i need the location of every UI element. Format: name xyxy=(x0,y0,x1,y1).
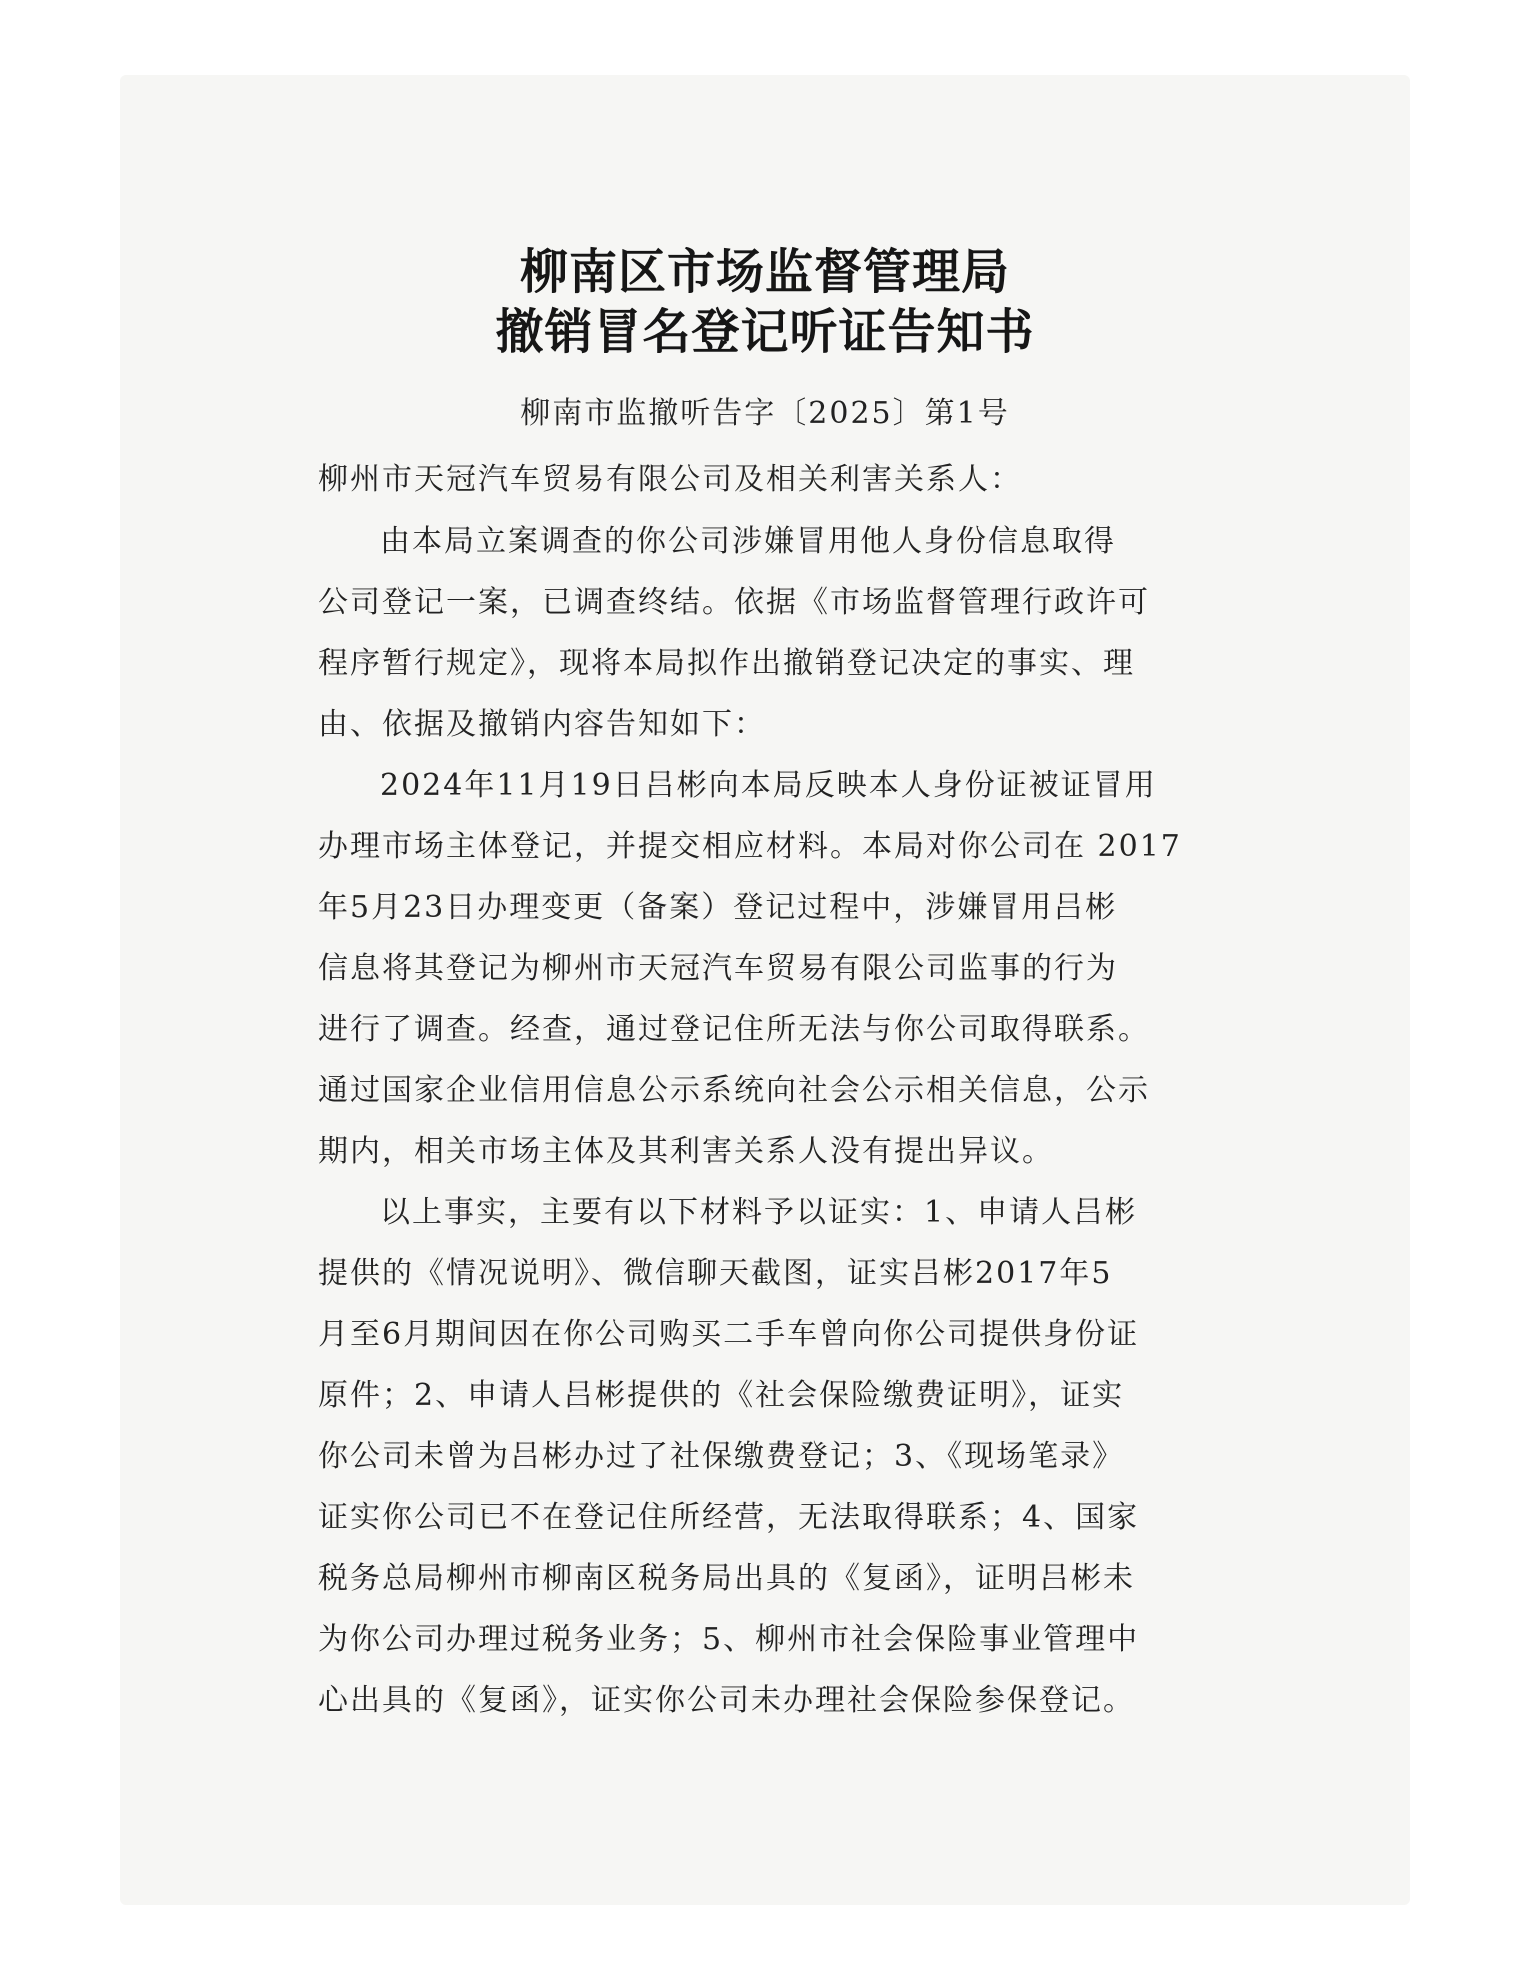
body-line: 为你公司办理过税务业务；5、柳州市社会保险事业管理中 xyxy=(318,1622,1140,1657)
body-line: 年5月23日办理变更（备案）登记过程中，涉嫌冒用吕彬 xyxy=(318,890,1118,925)
body-line: 以上事实，主要有以下材料予以证实：1、申请人吕彬 xyxy=(380,1195,1138,1230)
body-line: 由、依据及撤销内容告知如下： xyxy=(318,707,766,742)
body-line: 期内，相关市场主体及其利害关系人没有提出异议。 xyxy=(318,1134,1054,1169)
body-line: 进行了调查。经查，通过登记住所无法与你公司取得联系。 xyxy=(318,1012,1150,1047)
body-line: 办理市场主体登记，并提交相应材料。本局对你公司在 2017 xyxy=(318,829,1182,864)
body-line: 2024年11月19日吕彬向本局反映本人身份证被证冒用 xyxy=(380,768,1157,803)
recipient-line: 柳州市天冠汽车贸易有限公司及相关利害关系人： xyxy=(318,462,1022,497)
body-line: 原件；2、申请人吕彬提供的《社会保险缴费证明》，证实 xyxy=(318,1378,1125,1413)
body-line: 通过国家企业信用信息公示系统向社会公示相关信息，公示 xyxy=(318,1073,1150,1108)
body-line: 税务总局柳州市柳南区税务局出具的《复函》，证明吕彬未 xyxy=(318,1561,1135,1596)
document-number: 柳南市监撤听告字〔2025〕第1号 xyxy=(520,396,1010,431)
document-title-agency: 柳南区市场监督管理局 xyxy=(519,244,1010,300)
body-line: 信息将其登记为柳州市天冠汽车贸易有限公司监事的行为 xyxy=(318,951,1118,986)
document-title-notice: 撤销冒名登记听证告知书 xyxy=(495,304,1035,360)
body-line: 公司登记一案，已调查终结。依据《市场监督管理行政许可 xyxy=(318,585,1150,620)
body-line: 心出具的《复函》，证实你公司未办理社会保险参保登记。 xyxy=(318,1683,1135,1718)
body-line: 程序暂行规定》，现将本局拟作出撤销登记决定的事实、理 xyxy=(318,646,1135,681)
body-line: 证实你公司已不在登记住所经营，无法取得联系；4、国家 xyxy=(318,1500,1140,1535)
body-line: 月至6月期间因在你公司购买二手车曾向你公司提供身份证 xyxy=(318,1317,1140,1352)
body-line: 提供的《情况说明》、微信聊天截图，证实吕彬2017年5 xyxy=(318,1256,1113,1291)
body-line: 你公司未曾为吕彬办过了社保缴费登记；3、《现场笔录》 xyxy=(318,1439,1125,1474)
body-line: 由本局立案调查的你公司涉嫌冒用他人身份信息取得 xyxy=(380,524,1116,559)
